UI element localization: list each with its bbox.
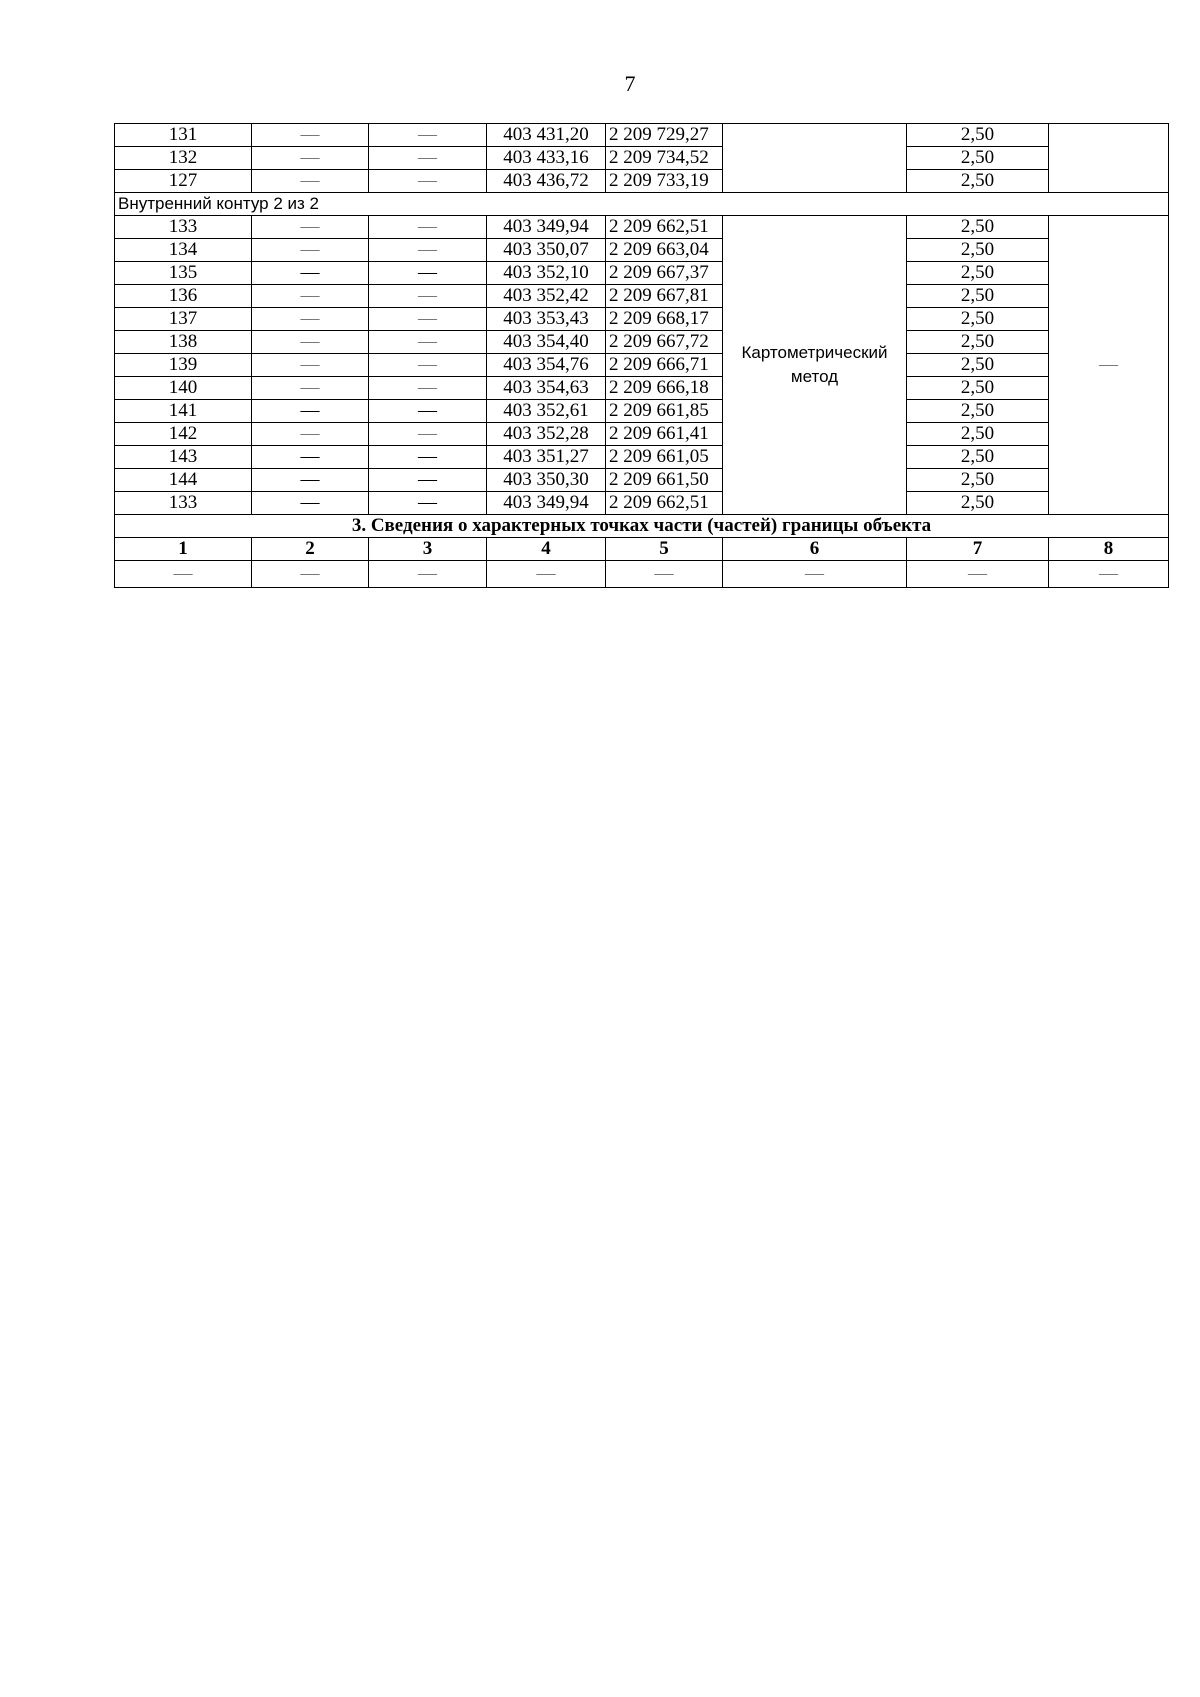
empty-value: —: [907, 561, 1049, 588]
points-table-body: [115, 124, 1169, 588]
point-number: 143: [115, 446, 252, 469]
empty-value: —: [723, 561, 907, 588]
extra-cell-empty: [1049, 124, 1169, 193]
empty-value: —: [252, 285, 369, 308]
empty-value: —: [369, 561, 487, 588]
coordinate-x: 403 349,94: [487, 216, 606, 239]
empty-value: —: [252, 262, 369, 285]
empty-value: —: [252, 561, 369, 588]
section-title-row: [115, 515, 1169, 538]
coordinate-y: 2 209 667,72: [606, 331, 723, 354]
coordinate-y: 2 209 662,51: [606, 216, 723, 239]
point-number: 136: [115, 285, 252, 308]
accuracy-value: 2,50: [907, 331, 1049, 354]
empty-value: —: [369, 147, 487, 170]
empty-value: —: [252, 170, 369, 193]
empty-data-row: [115, 561, 1169, 588]
empty-value: —: [487, 561, 606, 588]
empty-value: —: [252, 147, 369, 170]
coordinate-y: 2 209 733,19: [606, 170, 723, 193]
table-row: [115, 377, 1169, 400]
coordinate-y: 2 209 661,05: [606, 446, 723, 469]
empty-value: —: [252, 400, 369, 423]
table-row: [115, 262, 1169, 285]
method-cell-empty: [723, 124, 907, 193]
point-number: 127: [115, 170, 252, 193]
accuracy-value: 2,50: [907, 400, 1049, 423]
column-number: 3: [369, 538, 487, 561]
empty-value: —: [369, 262, 487, 285]
empty-value: —: [369, 377, 487, 400]
extra-cell-dash: —: [1049, 216, 1169, 515]
method-cell: Картометрический метод: [723, 216, 907, 515]
table-row: [115, 216, 1169, 239]
empty-value: —: [252, 423, 369, 446]
accuracy-value: 2,50: [907, 147, 1049, 170]
empty-value: —: [252, 239, 369, 262]
coordinate-y: 2 209 666,71: [606, 354, 723, 377]
table-row: [115, 239, 1169, 262]
characteristic-points-table: [114, 123, 1169, 588]
point-number: 132: [115, 147, 252, 170]
empty-value: —: [252, 308, 369, 331]
column-number: 2: [252, 538, 369, 561]
column-number: 5: [606, 538, 723, 561]
empty-value: —: [369, 423, 487, 446]
empty-value: —: [1049, 561, 1169, 588]
empty-value: —: [369, 308, 487, 331]
table-row: [115, 331, 1169, 354]
point-number: 142: [115, 423, 252, 446]
coordinate-x: 403 354,76: [487, 354, 606, 377]
column-numbers-row: [115, 538, 1169, 561]
coordinate-x: 403 433,16: [487, 147, 606, 170]
column-number: 7: [907, 538, 1049, 561]
coordinate-y: 2 209 729,27: [606, 124, 723, 147]
empty-value: —: [252, 354, 369, 377]
table-row: [115, 285, 1169, 308]
coordinate-x: 403 349,94: [487, 492, 606, 515]
coordinate-x: 403 352,28: [487, 423, 606, 446]
coordinate-y: 2 209 667,37: [606, 262, 723, 285]
coordinate-y: 2 209 663,04: [606, 239, 723, 262]
coordinate-y: 2 209 661,50: [606, 469, 723, 492]
point-number: 141: [115, 400, 252, 423]
accuracy-value: 2,50: [907, 354, 1049, 377]
empty-value: —: [369, 216, 487, 239]
coordinate-y: 2 209 661,41: [606, 423, 723, 446]
empty-value: —: [252, 446, 369, 469]
coordinate-x: 403 350,30: [487, 469, 606, 492]
coordinate-y: 2 209 667,81: [606, 285, 723, 308]
accuracy-value: 2,50: [907, 469, 1049, 492]
contour-label-row: [115, 193, 1169, 216]
column-number: 4: [487, 538, 606, 561]
empty-value: —: [369, 285, 487, 308]
coordinate-x: 403 354,40: [487, 331, 606, 354]
coordinate-y: 2 209 666,18: [606, 377, 723, 400]
coordinate-x: 403 352,61: [487, 400, 606, 423]
empty-value: —: [115, 561, 252, 588]
page-number: 7: [624, 71, 636, 96]
table-row: [115, 308, 1169, 331]
empty-value: —: [252, 492, 369, 515]
empty-value: —: [606, 561, 723, 588]
coordinate-x: 403 431,20: [487, 124, 606, 147]
coordinate-y: 2 209 662,51: [606, 492, 723, 515]
table-row: [115, 446, 1169, 469]
coordinate-x: 403 350,07: [487, 239, 606, 262]
point-number: 133: [115, 216, 252, 239]
point-number: 133: [115, 492, 252, 515]
coordinate-x: 403 351,27: [487, 446, 606, 469]
point-number: 131: [115, 124, 252, 147]
accuracy-value: 2,50: [907, 170, 1049, 193]
accuracy-value: 2,50: [907, 239, 1049, 262]
point-number: 138: [115, 331, 252, 354]
empty-value: —: [369, 469, 487, 492]
table-row: [115, 147, 1169, 170]
table-row: [115, 354, 1169, 377]
empty-value: —: [252, 469, 369, 492]
empty-value: —: [369, 170, 487, 193]
table-row: [115, 170, 1169, 193]
coordinate-y: 2 209 661,85: [606, 400, 723, 423]
empty-value: —: [252, 331, 369, 354]
point-number: 139: [115, 354, 252, 377]
empty-value: —: [369, 331, 487, 354]
coordinate-x: 403 353,43: [487, 308, 606, 331]
coordinate-x: 403 352,10: [487, 262, 606, 285]
column-number: 6: [723, 538, 907, 561]
accuracy-value: 2,50: [907, 308, 1049, 331]
accuracy-value: 2,50: [907, 285, 1049, 308]
accuracy-value: 2,50: [907, 446, 1049, 469]
empty-value: —: [369, 239, 487, 262]
table-row: [115, 492, 1169, 515]
empty-value: —: [369, 124, 487, 147]
table-row: [115, 423, 1169, 446]
empty-value: —: [369, 354, 487, 377]
accuracy-value: 2,50: [907, 492, 1049, 515]
empty-value: —: [252, 377, 369, 400]
column-number: 8: [1049, 538, 1169, 561]
coordinate-y: 2 209 734,52: [606, 147, 723, 170]
coordinate-y: 2 209 668,17: [606, 308, 723, 331]
accuracy-value: 2,50: [907, 262, 1049, 285]
point-number: 137: [115, 308, 252, 331]
accuracy-value: 2,50: [907, 124, 1049, 147]
empty-value: —: [369, 446, 487, 469]
coordinate-x: 403 436,72: [487, 170, 606, 193]
accuracy-value: 2,50: [907, 216, 1049, 239]
coordinate-x: 403 354,63: [487, 377, 606, 400]
section-title: 3. Сведения о характерных точках части (частей) границы объекта: [115, 515, 1169, 538]
table-row: [115, 124, 1169, 147]
empty-value: —: [369, 492, 487, 515]
empty-value: —: [252, 216, 369, 239]
empty-value: —: [369, 400, 487, 423]
accuracy-value: 2,50: [907, 377, 1049, 400]
accuracy-value: 2,50: [907, 423, 1049, 446]
contour-label: Внутренний контур 2 из 2: [115, 193, 1169, 216]
table-row: [115, 400, 1169, 423]
column-number: 1: [115, 538, 252, 561]
point-number: 144: [115, 469, 252, 492]
point-number: 135: [115, 262, 252, 285]
table-row: [115, 469, 1169, 492]
point-number: 140: [115, 377, 252, 400]
empty-value: —: [252, 124, 369, 147]
coordinate-x: 403 352,42: [487, 285, 606, 308]
point-number: 134: [115, 239, 252, 262]
